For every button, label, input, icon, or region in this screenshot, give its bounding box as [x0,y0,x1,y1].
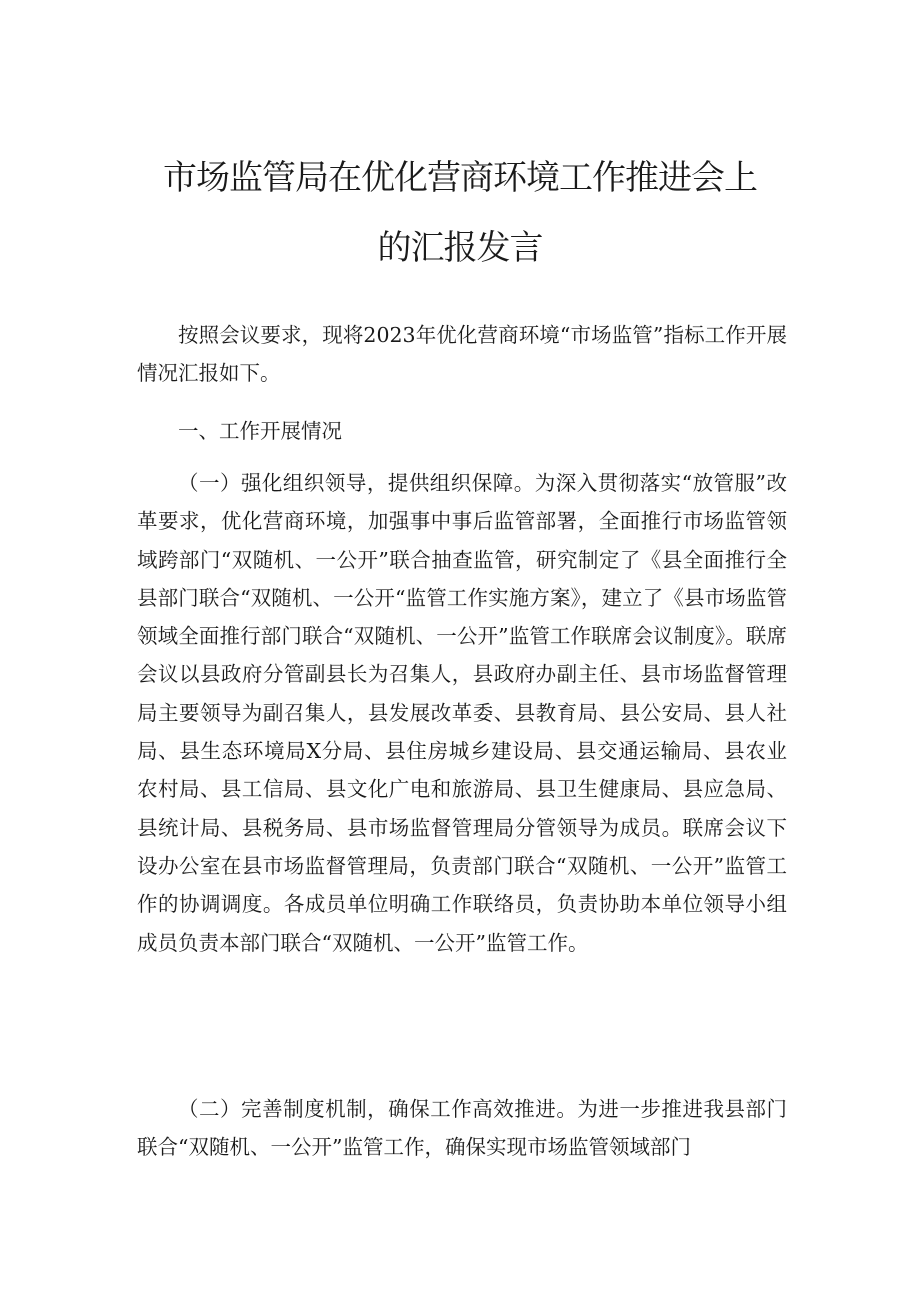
document-title-line-1: 市场监管局在优化营商环境工作推进会上 [163,158,757,198]
paragraph-institutional-mechanism: （二）完善制度机制，确保工作高效推进。为进一步推进我县部门联合“双随机、一公开”监管工作，确保实现市场监管领域部门 [137,1097,787,1160]
intro-paragraph: 按照会议要求，现将2023年优化营商环境“市场监管”指标工作开展情况汇报如下。 [137,323,787,386]
document-title-line-2: 的汇报发言 [377,228,543,268]
paragraph-organization-leadership: （一）强化组织领导，提供组织保障。为深入贯彻落实“放管服”改革要求，优化营商环境，加强事中事后监管部署，全面推行市场监管领域跨部门“双随机、一公开”联合抽查监管，研究制定了《县全面推行全县部门联合“双随机、一公开“监管工作实施方案》，建立了《县市场监管领域全面推行部门联合“双随机、一公开”监管工作联席会议制度》。联席会议以县政府分管副县长为召集人，县政府办副主任、县市场监督管理局主要领导为副召集人，县发展改革委、县教育局、县公安局、县人社局、县生态环境局X分局、县住房城乡建设局、县交通运输局、县农业农村局、县工信局、县文化广电和旅游局、县卫生健康局、县应急局、县统计局、县税务局、县市场监督管理局分管领导为成员。联席会议下设办公室在县市场监督管理局，负责部门联合“双随机、一公开”监管工作的协调调度。各成员单位明确工作联络员，负责协助本单位领导小组成员负责本部门联合“双随机、一公开”监管工作。 [137,471,787,955]
section-heading-work-progress: 一、工作开展情况 [178,419,342,443]
